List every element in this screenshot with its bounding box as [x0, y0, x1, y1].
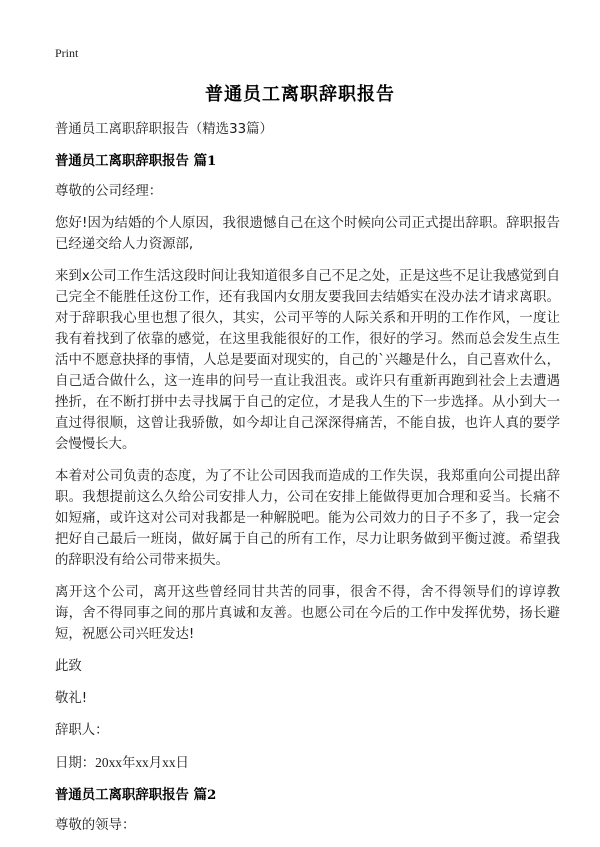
document-body	[55, 119, 560, 847]
date-value: 20xx年xx月xx日	[95, 755, 189, 770]
salutation-2: 尊敬的领导：	[55, 818, 136, 833]
document-subtitle: 普通员工离职辞职报告（精选33篇）	[55, 122, 273, 137]
page-title: 普通员工离职辞职报告	[205, 84, 395, 105]
body-paragraph: 本着对公司负责的态度，为了不让公司因我而造成的工作失误，我郑重向公司提出辞职。我想提前这么久给公司安排人力，公司在安排上能做得更加合理和妥当。长痛不如短痛，或许这对公司对我都是一种解脱吧。能为公司效力的日子不多了，我一定会把好自己最后一班岗，做好属于自己的所有工作，尽力让职务做到平衡过渡。希望我的辞职没有给公司带来损失。	[55, 469, 560, 568]
print-link[interactable]: Print	[55, 46, 79, 60]
body-paragraph: 来到x公司工作生活这段时间让我知道很多自己不足之处，正是这些不足让我感觉到自己完全不能胜任这份工作，还有我国内女朋友要我回去结婚实在没办法才请求离职。对于辞职我心里也想了很久，其实，公司平等的人际关系和开明的工作作风，一度让我有着找到了依靠的感觉，在这里我能很好的工作，很好的学习。然而总会发生点生活中不愿意抉择的事情，人总是要面对现实的，自己的`兴趣是什么，自己喜欢什么，自己适合做什么，这一连串的问号一直让我沮丧。或许只有重新再跑到社会上去遭遇挫折，在不断打拼中去寻找属于自己的定位，才是我人生的下一步选择。从小到大一直过得很顺，这曾让我骄傲，如今却让自己深深得痛苦，不能自拔，也许人真的要学会慢慢长大。	[55, 269, 560, 452]
body-paragraph: 您好!因为结婚的个人原因，我很遗憾自己在这个时候向公司正式提出辞职。辞职报告已经递交给人力资源部,	[55, 216, 560, 252]
closing-line: 此致	[55, 659, 82, 674]
section-heading-2: 普通员工离职辞职报告 篇2	[55, 787, 217, 803]
body-paragraph: 离开这个公司，离开这些曾经同甘共苦的同事，很舍不得，舍不得领导们的谆谆教诲，舍不得同事之间的那片真诚和友善。也愿公司在今后的工作中发挥优势，扬长避短，祝愿公司兴旺发达!	[55, 585, 560, 642]
date-label: 日期：	[55, 756, 96, 771]
salutation-1: 尊敬的公司经理：	[55, 184, 163, 199]
date-line	[55, 752, 560, 774]
signer-label: 辞职人：	[55, 723, 109, 738]
section-heading-1: 普通员工离职辞职报告 篇1	[55, 153, 217, 169]
closing-regards: 敬礼!	[55, 691, 88, 706]
